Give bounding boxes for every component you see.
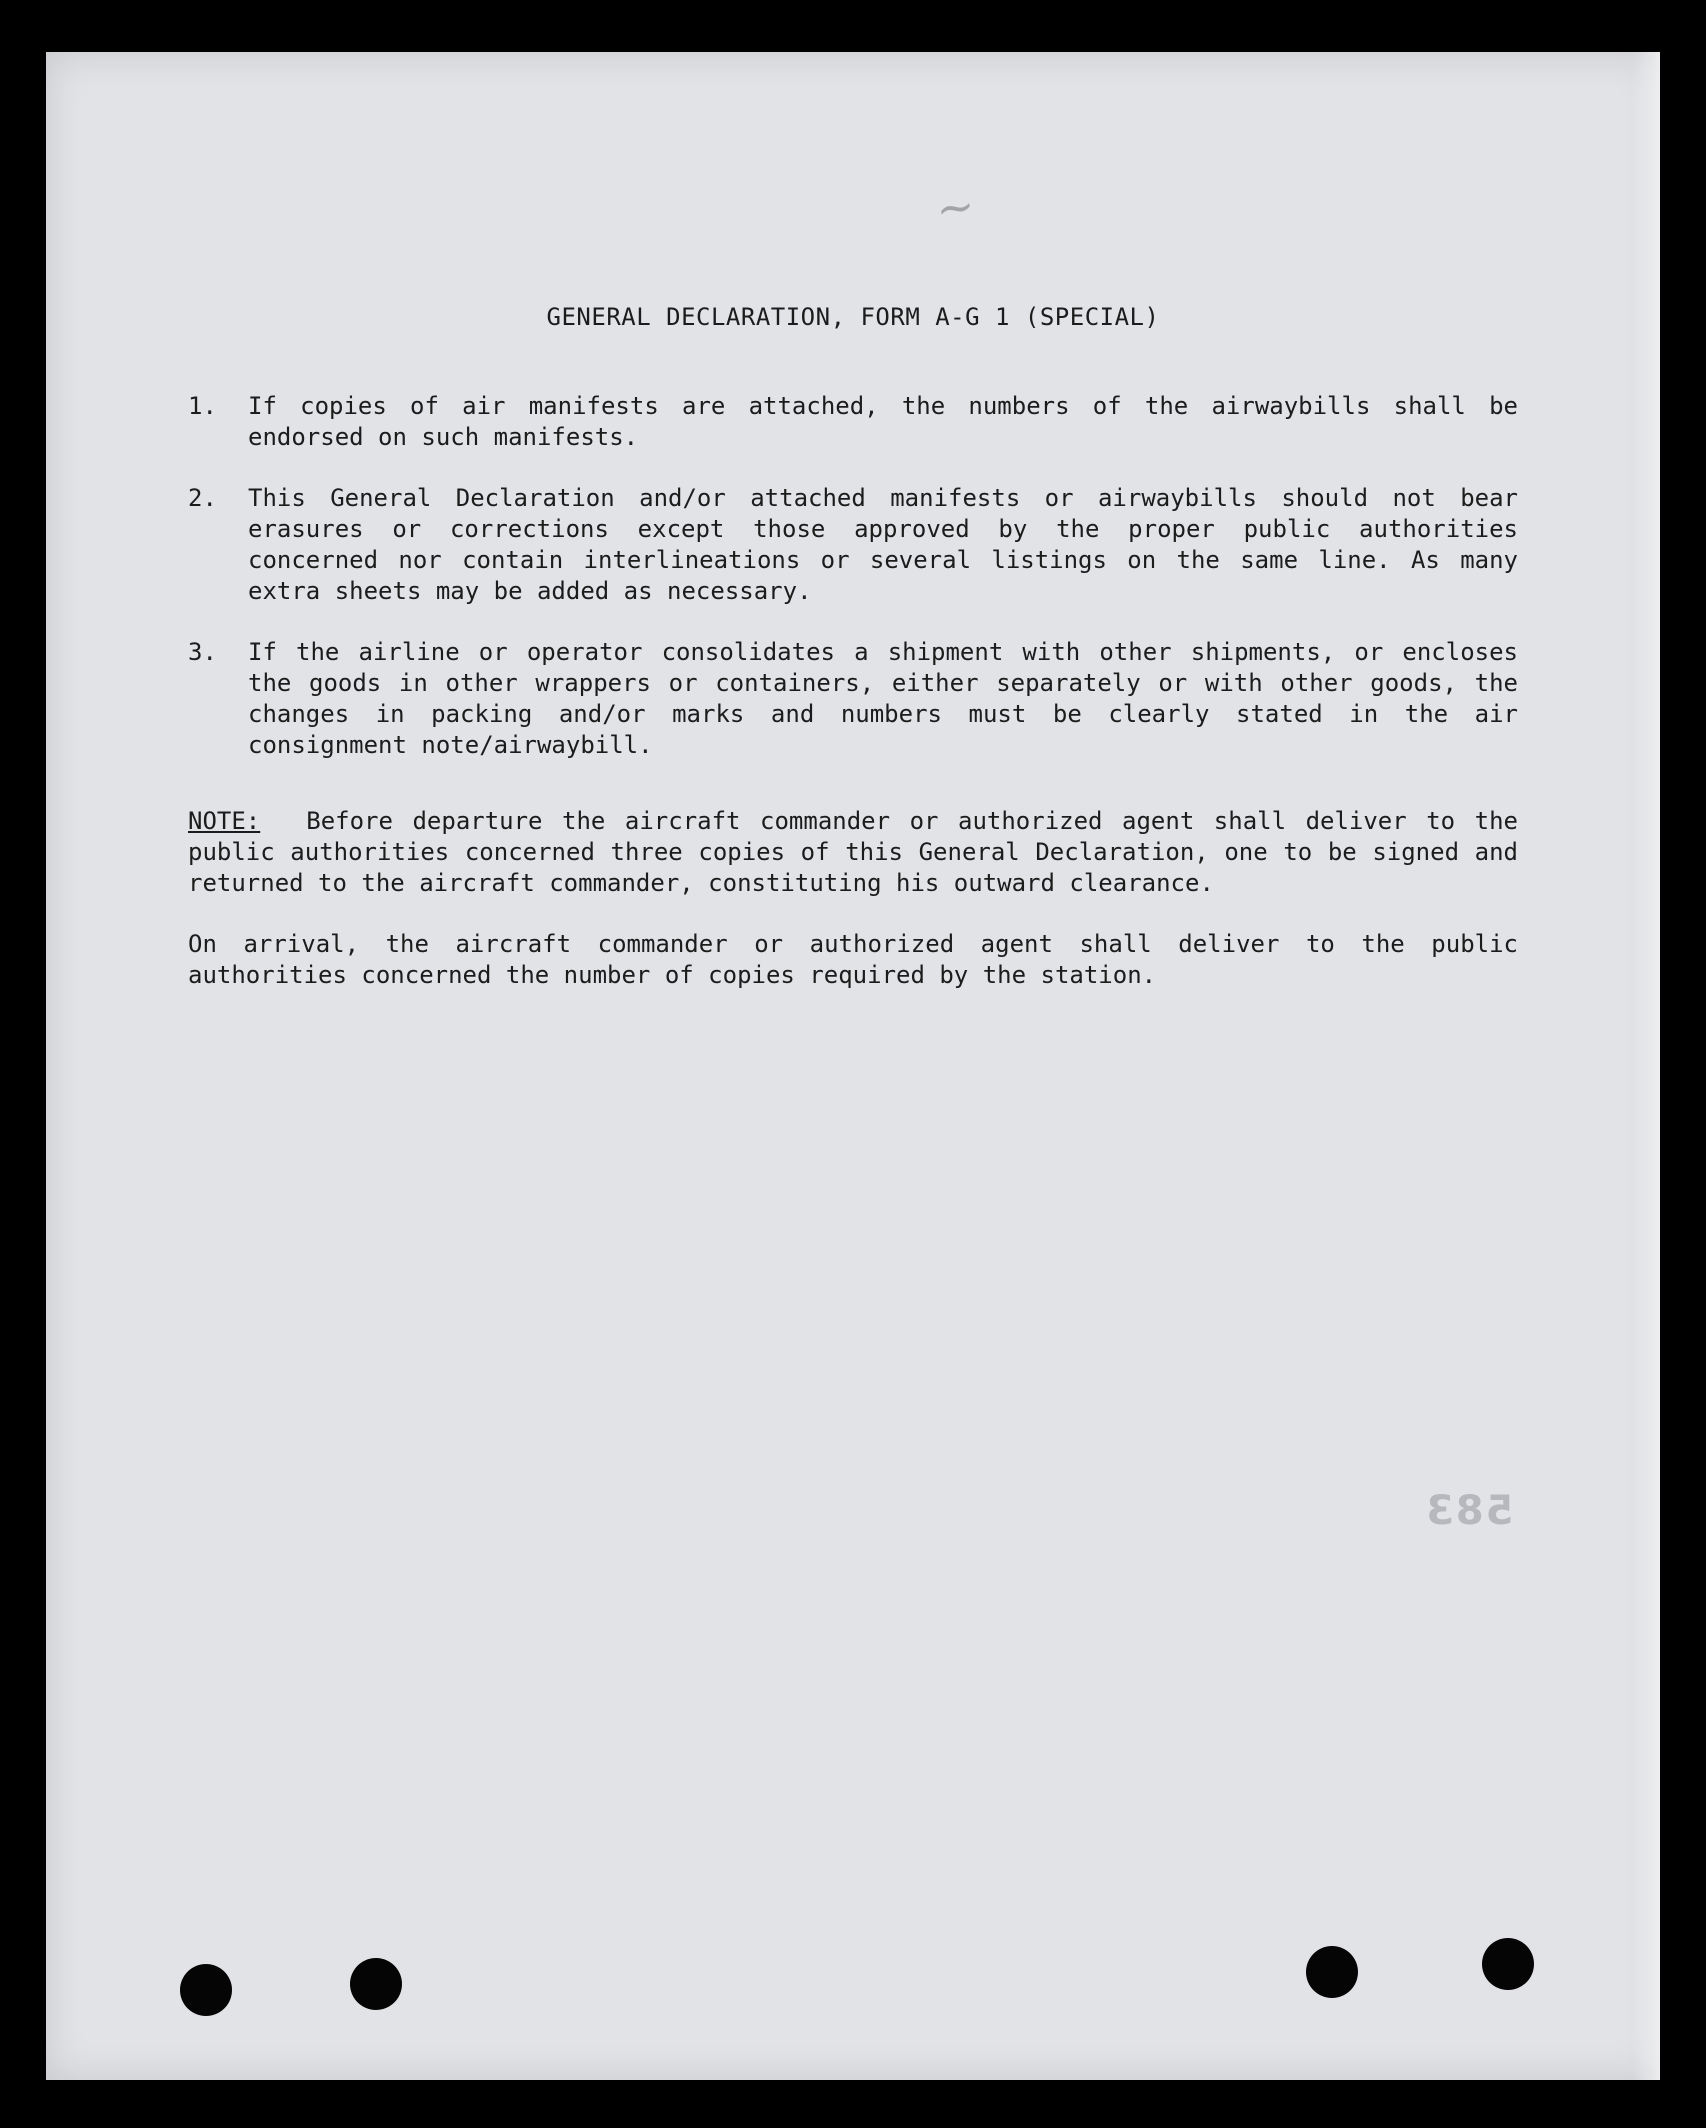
item-number: 2.	[188, 484, 217, 512]
punch-hole-4	[1482, 1938, 1534, 1990]
item-text: This General Declaration and/or attached manifests or airwaybills should not bear erasures or corrections except those approved by the proper public authorities concerned nor contain interlineations or several listings on the same line. As many extra sheets may be added as necessary.	[248, 484, 1518, 605]
punch-hole-2	[350, 1958, 402, 2010]
list-item	[188, 391, 1518, 453]
item-number: 1.	[188, 392, 217, 420]
note-paragraph	[188, 806, 1518, 899]
punch-hole-1	[180, 1964, 232, 2016]
note-text: Before departure the aircraft commander or authorized agent shall deliver to the public authorities concerned three copies of this General Declaration, one to be signed and returned to the aircraft commander, constituting his outward clearance.	[188, 807, 1518, 897]
item-text: If copies of air manifests are attached, the numbers of the airwaybills shall be endorsed on such manifests.	[248, 392, 1518, 451]
sheet-edge-shading	[1632, 52, 1660, 2080]
handwritten-annotation: ~	[932, 177, 982, 237]
list-item	[188, 637, 1518, 761]
note-label: NOTE:	[188, 807, 261, 835]
declaration-document	[188, 302, 1518, 991]
arrival-paragraph: On arrival, the aircraft commander or authorized agent shall deliver to the public authorities concerned the number of copies required by the station.	[188, 930, 1518, 989]
bleed-through-number: 583	[1424, 1488, 1514, 1534]
document-title: GENERAL DECLARATION, FORM A-G 1 (SPECIAL)	[546, 303, 1160, 331]
punch-hole-3	[1306, 1946, 1358, 1998]
item-text: If the airline or operator consolidates a shipment with other shipments, or encloses the goods in other wrappers or containers, either separately or with other goods, the changes in packing and/or marks and numbers must be clearly stated in the air consignment note/airwaybill.	[248, 638, 1518, 759]
list-item	[188, 483, 1518, 607]
item-number: 3.	[188, 638, 217, 666]
